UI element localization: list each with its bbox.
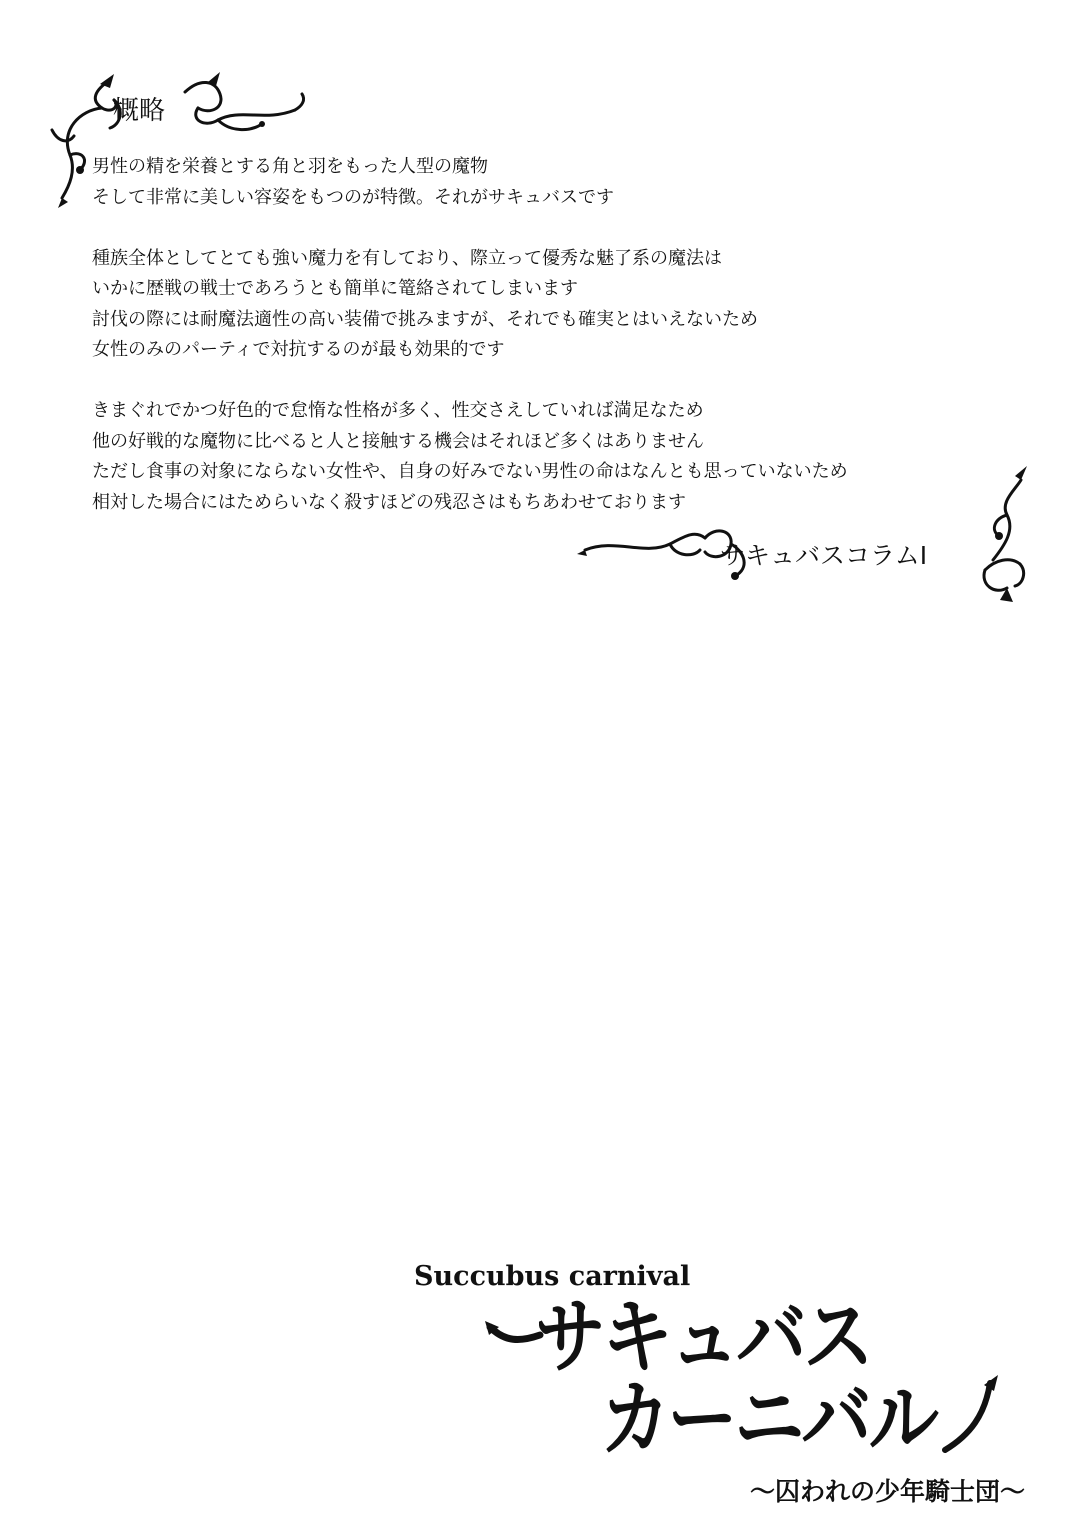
- logo-subtitle: 〜囚われの少年騎士団〜: [750, 1477, 1026, 1506]
- logo-english-title: Succubus carnival: [414, 1261, 691, 1292]
- text-line: 種族全体としてとても強い魔力を有しており、際立って優秀な魅了系の魔法は: [92, 247, 722, 269]
- title-logo: [410, 1255, 1060, 1525]
- text-line: いかに歴戦の戦士であろうとも簡単に篭絡されてしまいます: [92, 278, 578, 299]
- logo-horn-icon: [940, 1375, 1000, 1455]
- text-line: そして非常に美しい容姿をもつのが特徴。それがサキュバスです: [92, 186, 614, 208]
- bottom-right-ornament-icon: [575, 460, 1045, 610]
- text-line: 女性のみのパーティで対抗するのが最も効果的です: [92, 339, 505, 360]
- paragraph-2: [92, 244, 992, 366]
- text-line: 相対した場合にはためらいなく殺すほどの残忍さはもちあわせております: [92, 491, 686, 513]
- logo-title-line1: サキュバス: [535, 1289, 871, 1385]
- text-line: 討伐の際には耐魔法適性の高い装備で挑みますが、それでも確実とはいえないため: [92, 308, 758, 330]
- text-line: 他の好戦的な魔物に比べると人と接触する機会はそれほど多くはありません: [92, 430, 704, 452]
- section-heading: 概略: [113, 96, 166, 126]
- logo-title-line2: カーニバル: [600, 1371, 936, 1467]
- text-line: きまぐれでかつ好色的で怠惰な性格が多く、性交さえしていれば満足なため: [92, 400, 704, 421]
- paragraph-1: [92, 152, 992, 213]
- column-label: サキュバスコラムⅠ: [720, 541, 928, 570]
- text-line: ただし食事の対象にならない女性や、自身の好みでない男性の命はなんとも思っていないため: [92, 461, 848, 482]
- text-line: 男性の精を栄養とする角と羽をもった人型の魔物: [92, 156, 488, 177]
